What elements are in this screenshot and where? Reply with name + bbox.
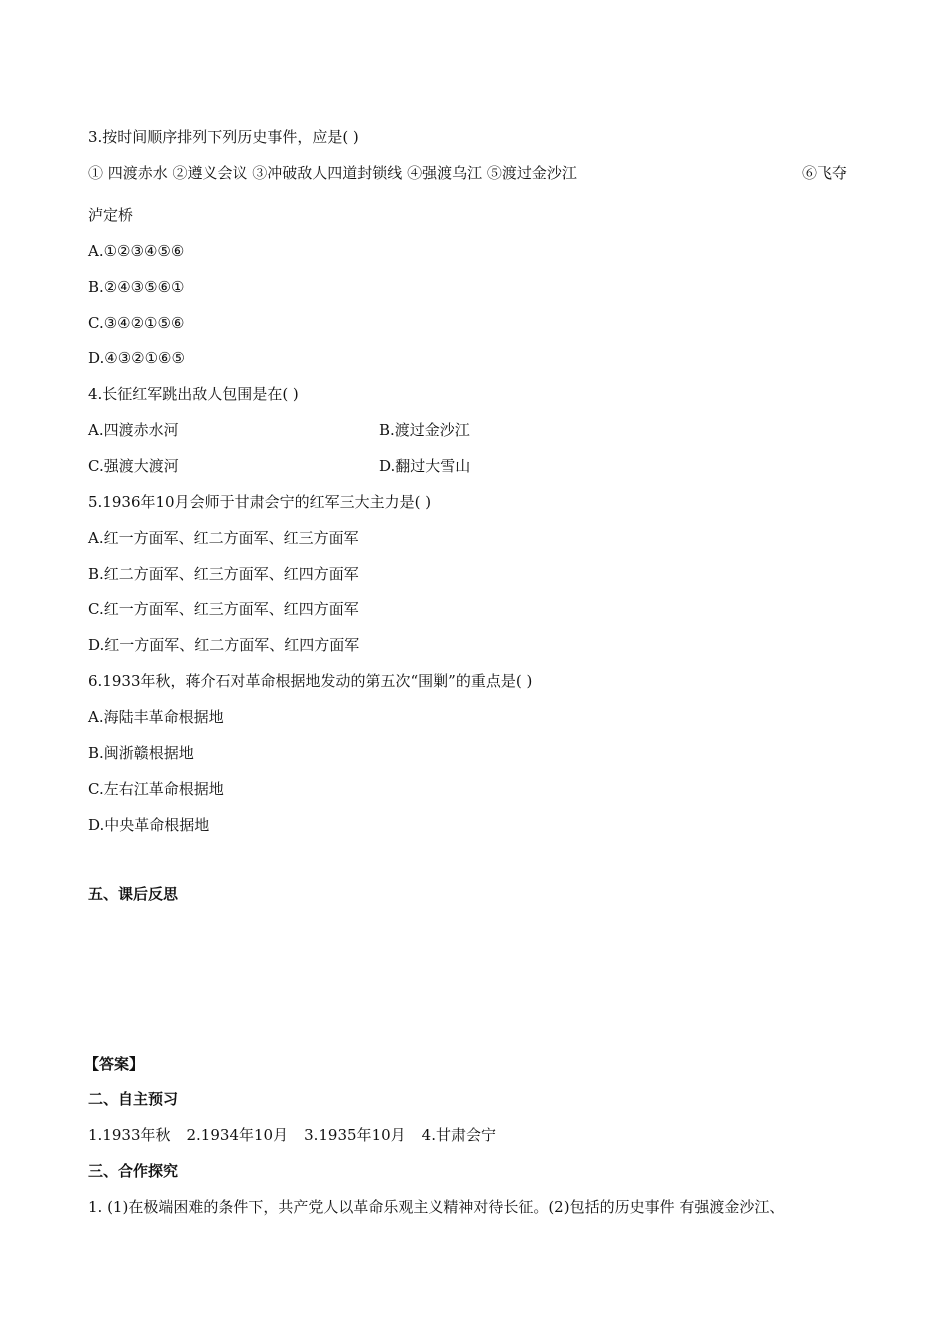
answer-item-2: 2.1934年10月 [186,1126,289,1144]
answer-heading: 【答案】 [84,1055,145,1073]
question-4-option-b: B.渡过金沙江 [379,421,470,439]
question-4-option-c: C.强渡大渡河 [88,457,179,475]
question-6-option-a: A.海陆丰革命根据地 [88,708,224,726]
question-3-option-d: D.④③②①⑥⑤ [88,349,185,367]
section-5-heading: 五、课后反思 [88,885,179,903]
question-6-stem: 6.1933年秋，蒋介石对革命根据地发动的第五次“围剿”的重点是( ) [88,672,533,690]
question-5-stem: 5.1936年10月会师于甘肃会宁的红军三大主力是( ) [88,493,432,511]
question-6-option-b: B.闽浙赣根据地 [88,744,194,762]
question-3-stem: 3.按时间顺序排列下列历史事件，应是( ) [88,128,359,146]
answer-item-3: 3.1935年10月 [304,1126,406,1144]
answer-section-3-text: 1. (1)在极端困难的条件下，共产党人以革命乐观主义精神对待长征。(2)包括的历史事件 有强渡金沙江、 [88,1198,785,1216]
question-3-events-continued: 泸定桥 [88,206,134,224]
answer-item-1: 1.1933年秋 [88,1126,171,1144]
question-5-option-a: A.红一方面军、红二方面军、红三方面军 [88,529,359,547]
question-6-option-d: D.中央革命根据地 [88,816,210,834]
question-3-events: ① 四渡赤水 ②遵义会议 ③冲破敌人四道封锁线 ④强渡乌江 ⑤渡过金沙江 [88,164,577,182]
question-5-option-c: C.红一方面军、红三方面军、红四方面军 [88,600,359,618]
question-5-option-d: D.红一方面军、红二方面军、红四方面军 [88,636,360,654]
answer-section-3-heading: 三、合作探究 [88,1162,179,1180]
question-6-option-c: C.左右江革命根据地 [88,780,224,798]
question-4-option-d: D.翻过大雪山 [379,457,471,475]
question-3-option-b: B.②④③⑤⑥① [88,278,185,296]
question-3-option-c: C.③④②①⑤⑥ [88,314,185,332]
answer-section-2-items [88,1125,496,1145]
question-3-events-end: ⑥飞夺 [802,164,848,182]
question-3-option-a: A.①②③④⑤⑥ [88,242,185,260]
answer-item-4: 4.甘肃会宁 [421,1126,496,1144]
question-4-option-a: A.四渡赤水河 [88,421,179,439]
question-4-stem: 4.长征红军跳出敌人包围是在( ) [88,385,299,403]
question-5-option-b: B.红二方面军、红三方面军、红四方面军 [88,565,359,583]
answer-section-2-heading: 二、自主预习 [88,1090,179,1108]
